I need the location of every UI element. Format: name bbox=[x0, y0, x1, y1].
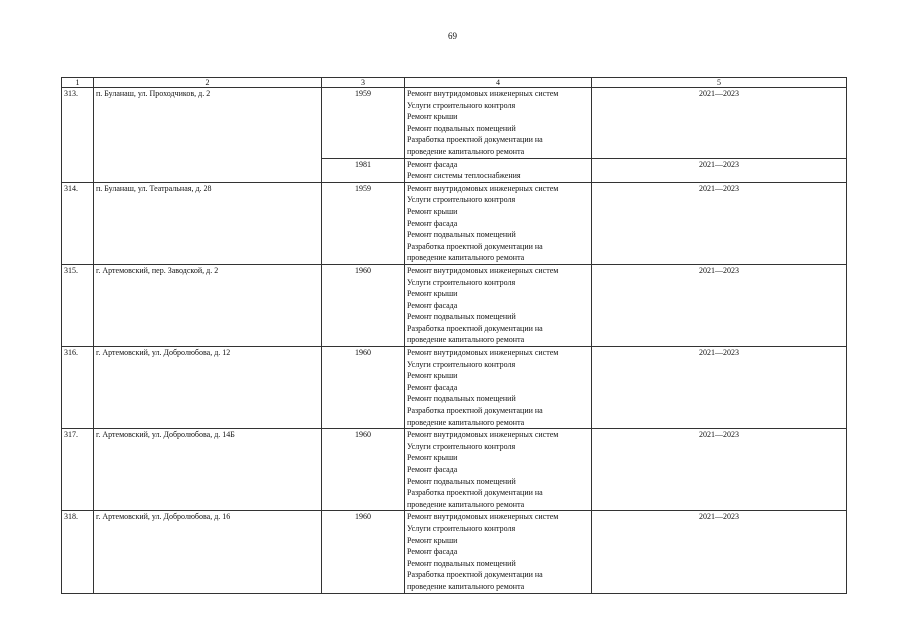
period-cell: 2021—2023 bbox=[592, 88, 847, 159]
address-cell: г. Артемовский, ул. Добролюбова, д. 14Б bbox=[94, 429, 322, 511]
work-item: Разработка проектной документации на bbox=[407, 135, 543, 145]
table-body bbox=[62, 78, 847, 594]
work-item: Ремонт фасада bbox=[407, 547, 458, 557]
work-item: Услуги строительного контроля bbox=[407, 277, 516, 287]
work-item: Разработка проектной документации на bbox=[407, 488, 543, 498]
work-item: Ремонт подвальных помещений bbox=[407, 476, 516, 486]
work-item: Ремонт крыши bbox=[407, 112, 458, 122]
header-cell-2: 2 bbox=[94, 78, 322, 88]
work-item: Ремонт внутридомовых инженерных систем bbox=[407, 430, 559, 440]
work-item: Услуги строительного контроля bbox=[407, 441, 516, 451]
period-cell: 2021—2023 bbox=[592, 264, 847, 346]
works-cell bbox=[405, 264, 592, 346]
work-item: Ремонт крыши bbox=[407, 453, 458, 463]
works-cell bbox=[405, 347, 592, 429]
year-cell: 1960 bbox=[322, 347, 405, 429]
work-item: Ремонт крыши bbox=[407, 535, 458, 545]
works-cell bbox=[405, 429, 592, 511]
header-cell-1: 1 bbox=[62, 78, 94, 88]
page-number: 69 bbox=[448, 31, 457, 41]
work-item: Ремонт фасада bbox=[407, 382, 458, 392]
work-item: Ремонт крыши bbox=[407, 289, 458, 299]
table-row bbox=[62, 182, 847, 264]
work-item: Ремонт подвальных помещений bbox=[407, 558, 516, 568]
work-item: Ремонт подвальных помещений bbox=[407, 123, 516, 133]
work-item: проведение капитального ремонта bbox=[407, 335, 525, 345]
work-item: Услуги строительного контроля bbox=[407, 100, 516, 110]
work-item: Ремонт системы теплоснабжения bbox=[407, 171, 521, 181]
year-cell: 1960 bbox=[322, 264, 405, 346]
address-cell: п. Буланаш, ул. Проходчиков, д. 2 bbox=[94, 88, 322, 183]
year-cell: 1960 bbox=[322, 511, 405, 593]
work-item: Разработка проектной документации на bbox=[407, 406, 543, 416]
row-number-cell: 317. bbox=[62, 429, 94, 511]
work-item: Разработка проектной документации на bbox=[407, 241, 543, 251]
work-item: Ремонт внутридомовых инженерных систем bbox=[407, 265, 559, 275]
work-item: Ремонт подвальных помещений bbox=[407, 230, 516, 240]
row-number-cell: 315. bbox=[62, 264, 94, 346]
work-item: проведение капитального ремонта bbox=[407, 146, 525, 156]
year-cell: 1981 bbox=[322, 158, 405, 182]
work-item: Разработка проектной документации на bbox=[407, 323, 543, 333]
work-item: Ремонт фасада bbox=[407, 159, 458, 169]
work-item: Услуги строительного контроля bbox=[407, 523, 516, 533]
work-item: Ремонт крыши bbox=[407, 371, 458, 381]
year-cell: 1960 bbox=[322, 429, 405, 511]
works-cell bbox=[405, 88, 592, 159]
work-item: Ремонт фасада bbox=[407, 218, 458, 228]
header-cell-3: 3 bbox=[322, 78, 405, 88]
year-cell: 1959 bbox=[322, 182, 405, 264]
address-cell: п. Буланаш, ул. Театральная, д. 28 bbox=[94, 182, 322, 264]
header-row bbox=[62, 78, 847, 88]
work-item: Ремонт внутридомовых инженерных систем bbox=[407, 89, 559, 98]
table-row bbox=[62, 429, 847, 511]
work-item: проведение капитального ремонта bbox=[407, 499, 525, 509]
work-item: Ремонт крыши bbox=[407, 206, 458, 216]
work-item: проведение капитального ремонта bbox=[407, 417, 525, 427]
work-item: Ремонт внутридомовых инженерных систем bbox=[407, 512, 559, 522]
period-cell: 2021—2023 bbox=[592, 429, 847, 511]
table-row bbox=[62, 264, 847, 346]
row-number-cell: 316. bbox=[62, 347, 94, 429]
address-cell: г. Артемовский, ул. Добролюбова, д. 12 bbox=[94, 347, 322, 429]
work-item: Ремонт подвальных помещений bbox=[407, 312, 516, 322]
work-item: проведение капитального ремонта bbox=[407, 253, 525, 263]
works-cell bbox=[405, 511, 592, 593]
period-cell: 2021—2023 bbox=[592, 347, 847, 429]
address-cell: г. Артемовский, ул. Добролюбова, д. 16 bbox=[94, 511, 322, 593]
row-number-cell: 314. bbox=[62, 182, 94, 264]
works-cell bbox=[405, 182, 592, 264]
address-cell: г. Артемовский, пер. Заводской, д. 2 bbox=[94, 264, 322, 346]
work-item: Услуги строительного контроля bbox=[407, 359, 516, 369]
row-number-cell: 318. bbox=[62, 511, 94, 593]
capital-repair-table bbox=[61, 77, 847, 594]
work-item: Разработка проектной документации на bbox=[407, 570, 543, 580]
period-cell: 2021—2023 bbox=[592, 158, 847, 182]
table-row bbox=[62, 88, 847, 159]
year-cell: 1959 bbox=[322, 88, 405, 159]
work-item: Услуги строительного контроля bbox=[407, 195, 516, 205]
work-item: Ремонт внутридомовых инженерных систем bbox=[407, 183, 559, 193]
period-cell: 2021—2023 bbox=[592, 511, 847, 593]
works-cell bbox=[405, 158, 592, 182]
header-cell-5: 5 bbox=[592, 78, 847, 88]
table-row bbox=[62, 511, 847, 593]
work-item: Ремонт подвальных помещений bbox=[407, 394, 516, 404]
work-item: Ремонт внутридомовых инженерных систем bbox=[407, 348, 559, 358]
header-cell-4: 4 bbox=[405, 78, 592, 88]
work-item: Ремонт фасада bbox=[407, 300, 458, 310]
period-cell: 2021—2023 bbox=[592, 182, 847, 264]
table-row bbox=[62, 347, 847, 429]
row-number-cell: 313. bbox=[62, 88, 94, 183]
work-item: проведение капитального ремонта bbox=[407, 581, 525, 591]
work-item: Ремонт фасада bbox=[407, 465, 458, 474]
